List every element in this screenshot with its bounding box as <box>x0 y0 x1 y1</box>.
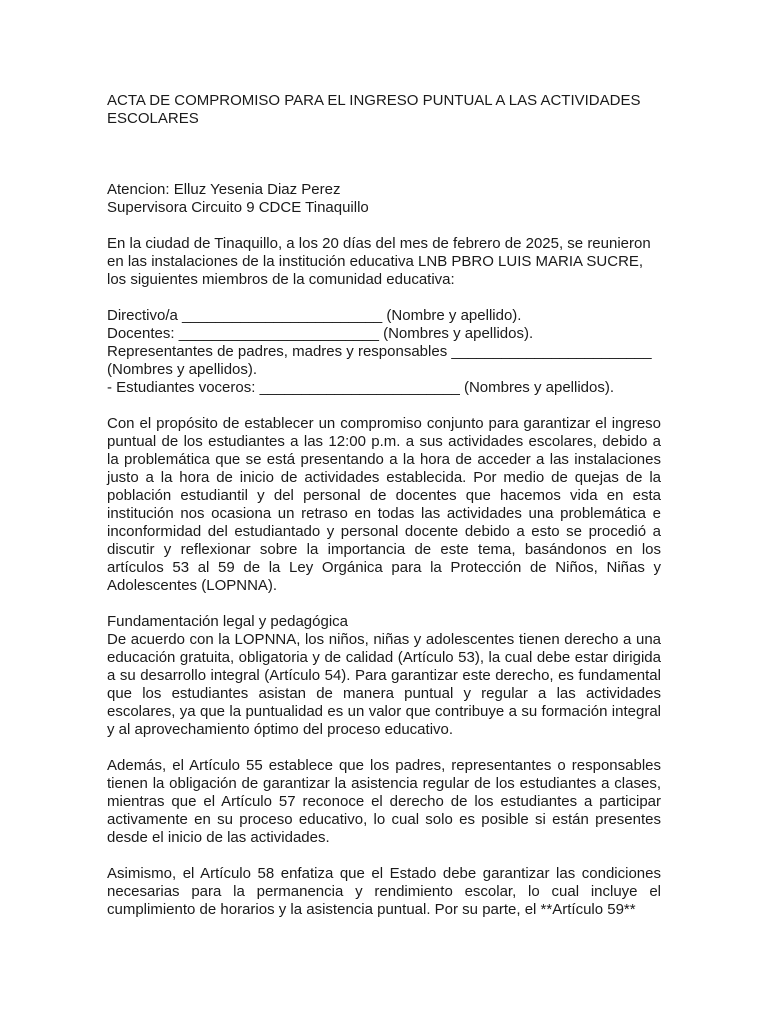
member-directivo: Directivo/a ________________________ (Nombre y apellido). <box>107 307 522 324</box>
attention-block <box>107 181 661 217</box>
member-docentes: Docentes: ________________________ (Nombres y apellidos). <box>107 325 534 342</box>
legal-paragraph: De acuerdo con la LOPNNA, los niños, niñas y adolescentes tienen derecho a una educación gratuita, obligatoria y de calidad (Artículo 53), la cual debe estar dirigida a su desarrollo integral (Artículo 54). Para garantizar este derecho, es fundamental que los estudiantes asistan de manera puntual y regular a las actividades escolares, ya que la puntualidad es un valor que contribuye a su formación integral y al aprovechamiento óptimo del proceso educativo. <box>107 631 661 738</box>
attention-role: Supervisora Circuito 9 CDCE Tinaquillo <box>107 199 369 216</box>
article-58-paragraph: Asimismo, el Artículo 58 enfatiza que el Estado debe garantizar las condiciones necesarias para la permanencia y rendimiento escolar, lo cual incluye el cumplimiento de horarios y la asistencia puntual. Por su parte, el **Artículo 59** <box>107 865 661 918</box>
member-representantes: Representantes de padres, madres y responsables ________________________ (Nombres y apellidos). <box>107 343 652 378</box>
legal-section <box>107 613 661 739</box>
document-title: ACTA DE COMPROMISO PARA EL INGRESO PUNTUAL A LAS ACTIVIDADES ESCOLARES <box>107 92 641 127</box>
article-55-paragraph: Además, el Artículo 55 establece que los padres, representantes o responsables tienen la obligación de garantizar la asistencia regular de los estudiantes a clases, mientras que el Artículo 57 reconoce el derecho de los estudiantes a participar activamente en su proceso educativo, lo cual solo es posible si están presentes desde el inicio de las actividades. <box>107 757 661 846</box>
document-body <box>107 92 661 919</box>
attention-name: Atencion: Elluz Yesenia Diaz Perez <box>107 181 341 198</box>
members-list <box>107 307 661 397</box>
member-estudiantes: - Estudiantes voceros: ________________________ (Nombres y apellidos). <box>107 379 615 396</box>
legal-heading: Fundamentación legal y pedagógica <box>107 613 349 630</box>
intro-paragraph: En la ciudad de Tinaquillo, a los 20 días del mes de febrero de 2025, se reunieron en las instalaciones de la institución educativa LNB PBRO LUIS MARIA SUCRE, los siguientes miembros de la comunidad educativa: <box>107 235 651 288</box>
purpose-paragraph: Con el propósito de establecer un compromiso conjunto para garantizar el ingreso puntual de los estudiantes a las 12:00 p.m. a sus actividades escolares, debido a la problemática que se está presentando a la hora de acceder a las instalaciones justo a la hora de inicio de actividades establecida. Por medio de quejas de la población estudiantil y del personal de docentes que hacemos vida en esta institución nos ocasiona un retraso en todas las actividades una problemática e inconformidad del estudiantado y personal docente debido a esto se procedió a discutir y reflexionar sobre la importancia de este tema, basándonos en los artículos 53 al 59 de la Ley Orgánica para la Protección de Niños, Niñas y Adolescentes (LOPNNA). <box>107 415 661 594</box>
